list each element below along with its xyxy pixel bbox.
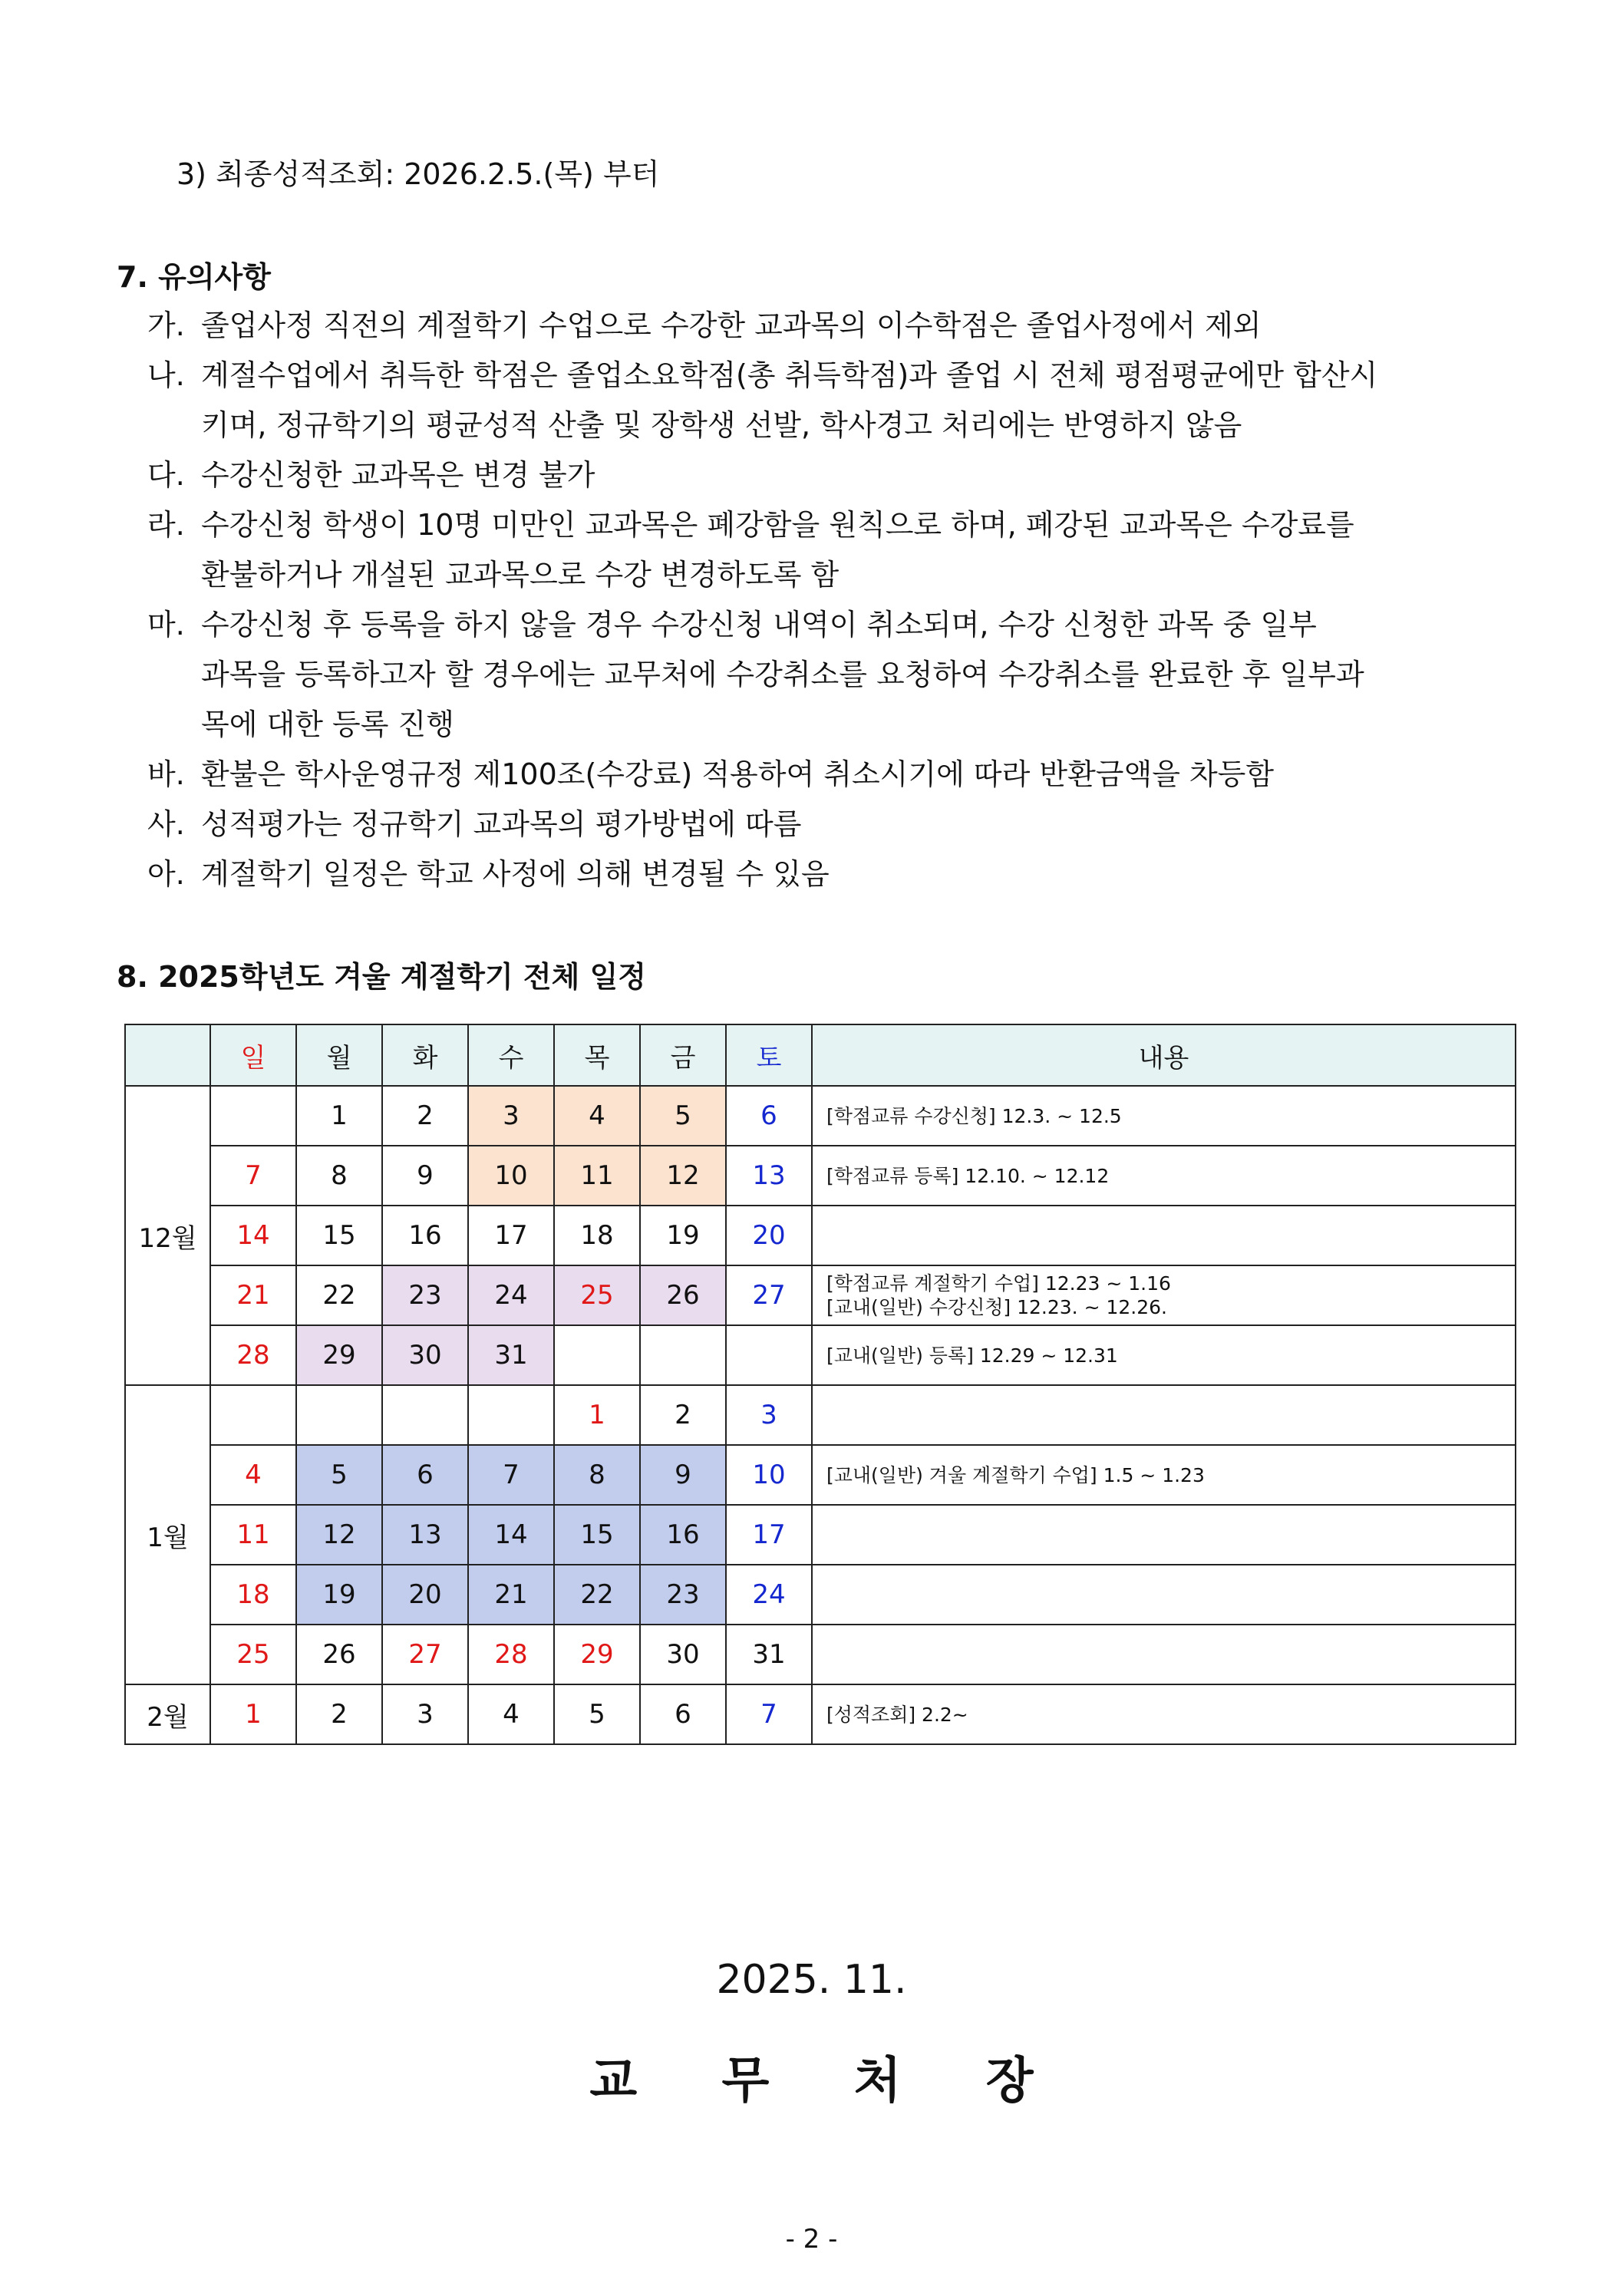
day-cell: 1 bbox=[554, 1385, 640, 1445]
day-cell: 8 bbox=[554, 1445, 640, 1505]
day-cell: 30 bbox=[382, 1325, 468, 1385]
month-label: 12월 bbox=[125, 1086, 210, 1385]
day-cell: 31 bbox=[726, 1625, 812, 1684]
day-cell: 5 bbox=[554, 1684, 640, 1744]
day-cell: 3 bbox=[726, 1385, 812, 1445]
note-text-line: 수강신청 학생이 10명 미만인 교과목은 폐강함을 원칙으로 하며, 폐강된 교과목은 수강료를 bbox=[201, 508, 1354, 542]
note-marker: 다. bbox=[147, 458, 185, 492]
day-cell: 27 bbox=[382, 1625, 468, 1684]
day-cell: 21 bbox=[210, 1265, 296, 1325]
schedule-calendar-table bbox=[124, 1024, 1516, 1745]
header-weekday: 금 bbox=[640, 1024, 726, 1086]
note-item bbox=[147, 800, 1521, 849]
day-cell: 18 bbox=[210, 1565, 296, 1625]
note-text-line: 계절학기 일정은 학교 사정에 의해 변경될 수 있음 bbox=[201, 857, 830, 891]
day-cell bbox=[726, 1325, 812, 1385]
day-cell: 12 bbox=[296, 1505, 382, 1565]
day-cell: 22 bbox=[296, 1265, 382, 1325]
day-cell: 1 bbox=[296, 1086, 382, 1146]
schedule-content-cell bbox=[812, 1146, 1516, 1206]
note-text-line: 목에 대한 등록 진행 bbox=[201, 708, 454, 741]
note-marker: 바. bbox=[147, 757, 185, 791]
note-text-line: 졸업사정 직전의 계절학기 수업으로 수강한 교과목의 이수학점은 졸업사정에서 제외 bbox=[201, 308, 1262, 342]
note-item bbox=[147, 500, 1521, 600]
note-text-line: 성적평가는 정규학기 교과목의 평가방법에 따름 bbox=[201, 807, 802, 841]
section-7-title: 7. 유의사항 bbox=[117, 260, 271, 294]
day-cell: 18 bbox=[554, 1206, 640, 1265]
day-cell: 7 bbox=[210, 1146, 296, 1206]
schedule-content-cell bbox=[812, 1385, 1516, 1445]
day-cell: 20 bbox=[726, 1206, 812, 1265]
day-cell: 4 bbox=[554, 1086, 640, 1146]
day-cell bbox=[468, 1385, 554, 1445]
day-cell: 16 bbox=[640, 1505, 726, 1565]
day-cell: 29 bbox=[296, 1325, 382, 1385]
day-cell: 17 bbox=[726, 1505, 812, 1565]
day-cell: 17 bbox=[468, 1206, 554, 1265]
note-text-line: 키며, 정규학기의 평균성적 산출 및 장학생 선발, 학사경고 처리에는 반영하지 않음 bbox=[201, 408, 1242, 442]
calendar-week-row bbox=[125, 1385, 1516, 1445]
note-item bbox=[147, 750, 1521, 800]
day-cell bbox=[210, 1086, 296, 1146]
header-weekday: 수 bbox=[468, 1024, 554, 1086]
day-cell: 21 bbox=[468, 1565, 554, 1625]
day-cell: 7 bbox=[468, 1445, 554, 1505]
day-cell: 3 bbox=[468, 1086, 554, 1146]
header-month-blank bbox=[125, 1024, 210, 1086]
page-number: - 2 - bbox=[785, 2224, 838, 2255]
day-cell: 24 bbox=[468, 1265, 554, 1325]
day-cell: 15 bbox=[296, 1206, 382, 1265]
day-cell: 4 bbox=[210, 1445, 296, 1505]
header-weekday: 월 bbox=[296, 1024, 382, 1086]
schedule-content-cell bbox=[812, 1684, 1516, 1744]
schedule-content-cell bbox=[812, 1325, 1516, 1385]
day-cell: 6 bbox=[640, 1684, 726, 1744]
calendar-week-row bbox=[125, 1565, 1516, 1625]
schedule-content-line: [교내(일반) 겨울 계절학기 수업] 1.5 ~ 1.23 bbox=[826, 1463, 1205, 1486]
day-cell: 5 bbox=[640, 1086, 726, 1146]
day-cell: 24 bbox=[726, 1565, 812, 1625]
day-cell bbox=[210, 1385, 296, 1445]
day-cell: 6 bbox=[726, 1086, 812, 1146]
header-weekday: 토 bbox=[726, 1024, 812, 1086]
schedule-content-cell bbox=[812, 1206, 1516, 1265]
note-text-line: 수강신청 후 등록을 하지 않을 경우 수강신청 내역이 취소되며, 수강 신청한 과목 중 일부 bbox=[201, 608, 1317, 642]
day-cell: 15 bbox=[554, 1505, 640, 1565]
calendar-week-row bbox=[125, 1445, 1516, 1505]
calendar-header-row bbox=[125, 1024, 1516, 1086]
day-cell: 9 bbox=[382, 1146, 468, 1206]
header-weekday: 화 bbox=[382, 1024, 468, 1086]
note-marker: 마. bbox=[147, 608, 185, 642]
section-8-title: 8. 2025학년도 겨울 계절학기 전체 일정 bbox=[117, 960, 646, 994]
day-cell: 19 bbox=[296, 1565, 382, 1625]
day-cell: 14 bbox=[210, 1206, 296, 1265]
calendar-week-row bbox=[125, 1684, 1516, 1744]
day-cell: 27 bbox=[726, 1265, 812, 1325]
day-cell: 6 bbox=[382, 1445, 468, 1505]
office-signature: 교 무 처 장 bbox=[589, 2053, 1067, 2110]
day-cell: 2 bbox=[296, 1684, 382, 1744]
schedule-content-cell bbox=[812, 1625, 1516, 1684]
day-cell: 3 bbox=[382, 1684, 468, 1744]
note-marker: 나. bbox=[147, 358, 185, 392]
day-cell: 1 bbox=[210, 1684, 296, 1744]
calendar-week-row bbox=[125, 1505, 1516, 1565]
day-cell: 25 bbox=[554, 1265, 640, 1325]
schedule-content-cell bbox=[812, 1505, 1516, 1565]
day-cell bbox=[382, 1385, 468, 1445]
schedule-content-line: [성적조회] 2.2~ bbox=[826, 1703, 968, 1726]
note-marker: 가. bbox=[147, 308, 185, 342]
day-cell: 10 bbox=[468, 1146, 554, 1206]
note-item bbox=[147, 301, 1521, 351]
day-cell: 26 bbox=[640, 1265, 726, 1325]
note-marker: 아. bbox=[147, 857, 185, 891]
calendar-week-row bbox=[125, 1086, 1516, 1146]
day-cell: 29 bbox=[554, 1625, 640, 1684]
day-cell: 23 bbox=[640, 1565, 726, 1625]
day-cell: 25 bbox=[210, 1625, 296, 1684]
day-cell: 12 bbox=[640, 1146, 726, 1206]
day-cell: 14 bbox=[468, 1505, 554, 1565]
day-cell bbox=[554, 1325, 640, 1385]
note-text-line: 계절수업에서 취득한 학점은 졸업소요학점(총 취득학점)과 졸업 시 전체 평점평균에만 합산시 bbox=[201, 358, 1378, 392]
calendar-week-row bbox=[125, 1325, 1516, 1385]
note-text-line: 과목을 등록하고자 할 경우에는 교무처에 수강취소를 요청하여 수강취소를 완료한 후 일부과 bbox=[201, 658, 1364, 691]
day-cell: 22 bbox=[554, 1565, 640, 1625]
note-text-line: 환불은 학사운영규정 제100조(수강료) 적용하여 취소시기에 따라 반환금액을 차등함 bbox=[201, 757, 1275, 791]
header-content: 내용 bbox=[812, 1024, 1516, 1086]
day-cell: 28 bbox=[210, 1325, 296, 1385]
note-item bbox=[147, 351, 1521, 450]
day-cell: 7 bbox=[726, 1684, 812, 1744]
notes-list bbox=[147, 301, 1521, 899]
schedule-content-line: [교내(일반) 수강신청] 12.23. ~ 12.26. bbox=[826, 1296, 1167, 1318]
header-weekday: 목 bbox=[554, 1024, 640, 1086]
schedule-content-cell bbox=[812, 1265, 1516, 1325]
day-cell: 26 bbox=[296, 1625, 382, 1684]
day-cell: 10 bbox=[726, 1445, 812, 1505]
day-cell: 8 bbox=[296, 1146, 382, 1206]
month-label: 1월 bbox=[125, 1385, 210, 1684]
schedule-content-line: [학점교류 수강신청] 12.3. ~ 12.5 bbox=[826, 1104, 1122, 1127]
schedule-content-line: [교내(일반) 등록] 12.29 ~ 12.31 bbox=[826, 1344, 1118, 1367]
schedule-content-line: [학점교류 계절학기 수업] 12.23 ~ 1.16 bbox=[826, 1272, 1171, 1295]
note-text-line: 환불하거나 개설된 교과목으로 수강 변경하도록 함 bbox=[201, 558, 840, 592]
schedule-content-line: [학점교류 등록] 12.10. ~ 12.12 bbox=[826, 1164, 1110, 1187]
day-cell bbox=[640, 1325, 726, 1385]
calendar-week-row bbox=[125, 1146, 1516, 1206]
day-cell: 2 bbox=[382, 1086, 468, 1146]
note-item bbox=[147, 849, 1521, 899]
note-marker: 라. bbox=[147, 508, 185, 542]
note-item bbox=[147, 600, 1521, 750]
note-item bbox=[147, 450, 1521, 500]
day-cell: 9 bbox=[640, 1445, 726, 1505]
day-cell: 13 bbox=[382, 1505, 468, 1565]
day-cell: 11 bbox=[210, 1505, 296, 1565]
day-cell: 28 bbox=[468, 1625, 554, 1684]
final-grade-inquiry-line: 3) 최종성적조회: 2026.2.5.(목) 부터 bbox=[176, 157, 660, 191]
month-label: 2월 bbox=[125, 1684, 210, 1744]
day-cell: 13 bbox=[726, 1146, 812, 1206]
day-cell: 30 bbox=[640, 1625, 726, 1684]
day-cell: 11 bbox=[554, 1146, 640, 1206]
day-cell bbox=[296, 1385, 382, 1445]
day-cell: 2 bbox=[640, 1385, 726, 1445]
day-cell: 16 bbox=[382, 1206, 468, 1265]
calendar-week-row bbox=[125, 1206, 1516, 1265]
header-weekday: 일 bbox=[210, 1024, 296, 1086]
day-cell: 31 bbox=[468, 1325, 554, 1385]
schedule-content-cell bbox=[812, 1086, 1516, 1146]
day-cell: 4 bbox=[468, 1684, 554, 1744]
schedule-content-cell bbox=[812, 1565, 1516, 1625]
day-cell: 19 bbox=[640, 1206, 726, 1265]
schedule-content-cell bbox=[812, 1445, 1516, 1505]
day-cell: 20 bbox=[382, 1565, 468, 1625]
calendar-week-row bbox=[125, 1265, 1516, 1325]
issue-date: 2025. 11. bbox=[716, 1957, 907, 2003]
day-cell: 5 bbox=[296, 1445, 382, 1505]
day-cell: 23 bbox=[382, 1265, 468, 1325]
note-marker: 사. bbox=[147, 807, 185, 841]
note-text-line: 수강신청한 교과목은 변경 불가 bbox=[201, 458, 595, 492]
calendar-week-row bbox=[125, 1625, 1516, 1684]
